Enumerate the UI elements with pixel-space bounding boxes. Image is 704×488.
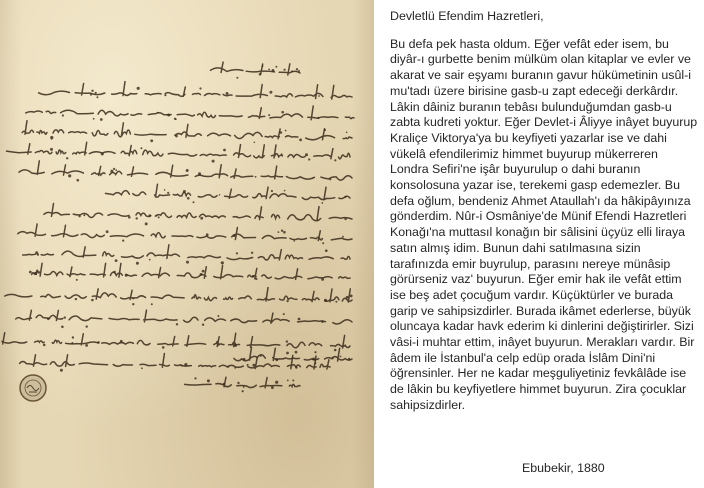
- diacritic-dot: [260, 355, 262, 357]
- handwriting-line: [39, 82, 352, 99]
- diacritic-dot: [284, 190, 286, 192]
- diacritic-dot: [184, 363, 187, 366]
- diacritic-dot: [268, 69, 270, 71]
- handwriting-line: [18, 224, 352, 241]
- diacritic-dot: [255, 176, 257, 178]
- diacritic-dot: [287, 300, 289, 302]
- diacritic-dot: [77, 179, 80, 182]
- diacritic-dot: [271, 190, 273, 192]
- diacritic-dot: [217, 315, 219, 317]
- diacritic-dot: [202, 270, 205, 273]
- diacritic-dot: [315, 362, 317, 364]
- diacritic-dot: [272, 69, 275, 72]
- diacritic-dot: [90, 94, 92, 96]
- handwriting-line: [16, 310, 352, 324]
- diacritic-dot: [242, 390, 244, 392]
- diacritic-dot: [78, 215, 80, 217]
- diacritic-dot: [221, 261, 224, 264]
- diacritic-dot: [299, 139, 302, 142]
- letter-salutation: Devletlü Efendim Hazretleri,: [390, 9, 544, 23]
- diacritic-dot: [167, 114, 170, 117]
- diacritic-dot: [340, 356, 342, 358]
- diacritic-dot: [234, 344, 237, 347]
- diacritic-dot: [91, 299, 94, 302]
- diacritic-dot: [322, 242, 324, 244]
- diacritic-dot: [29, 271, 32, 274]
- diacritic-dot: [317, 117, 319, 119]
- diacritic-dot: [283, 313, 285, 315]
- diacritic-dot: [43, 344, 46, 347]
- diacritic-dot: [234, 367, 236, 369]
- diacritic-dot: [252, 275, 254, 277]
- diacritic-dot: [285, 130, 287, 132]
- diacritic-dot: [286, 352, 289, 355]
- diacritic-dot: [305, 153, 308, 156]
- diacritic-dot: [164, 189, 166, 191]
- diacritic-dot: [321, 278, 324, 281]
- diacritic-dot: [85, 344, 88, 347]
- diacritic-dot: [115, 259, 118, 262]
- diacritic-dot: [136, 262, 139, 265]
- diacritic-dot: [308, 158, 310, 160]
- diacritic-dot: [149, 259, 151, 261]
- diacritic-dot: [350, 295, 353, 298]
- diacritic-dot: [137, 87, 140, 90]
- diacritic-dot: [64, 316, 66, 318]
- diacritic-dot: [207, 379, 210, 382]
- diacritic-dot: [100, 118, 103, 121]
- diacritic-dot: [110, 170, 113, 173]
- diacritic-dot: [60, 369, 63, 372]
- diacritic-dot: [125, 274, 128, 277]
- diacritic-dot: [176, 323, 178, 325]
- handwriting-line: [5, 288, 352, 302]
- diacritic-dot: [281, 153, 283, 155]
- handwriting-line: [106, 184, 351, 200]
- handwriting-line: [23, 245, 350, 260]
- diacritic-dot: [252, 364, 255, 367]
- diacritic-dot: [223, 383, 226, 386]
- diacritic-dot: [329, 178, 331, 180]
- diacritic-dot: [132, 303, 134, 305]
- diacritic-dot: [100, 175, 102, 177]
- diacritic-dot: [174, 118, 176, 120]
- diacritic-dot: [164, 94, 166, 96]
- diacritic-dot: [101, 153, 104, 156]
- diacritic-dot: [348, 358, 350, 360]
- diacritic-dot: [284, 69, 286, 71]
- diacritic-dot: [37, 253, 39, 255]
- handwriting-line: [211, 62, 301, 75]
- diacritic-dot: [291, 70, 293, 72]
- diacritic-dot: [321, 202, 323, 204]
- diacritic-dot: [295, 351, 298, 354]
- diacritic-dot: [281, 111, 284, 114]
- diacritic-dot: [334, 349, 337, 352]
- diacritic-dot: [292, 380, 294, 382]
- diacritic-dot: [200, 273, 203, 276]
- diacritic-dot: [298, 70, 300, 72]
- diacritic-dot: [334, 159, 336, 161]
- diacritic-dot: [254, 142, 256, 144]
- letter-signature: Ebubekir, 1880: [522, 461, 605, 475]
- diacritic-dot: [157, 112, 159, 114]
- diacritic-dot: [106, 230, 109, 233]
- diacritic-dot: [95, 92, 97, 94]
- diacritic-dot: [141, 367, 143, 369]
- diacritic-dot: [167, 192, 169, 194]
- diacritic-dot: [162, 346, 165, 349]
- diacritic-dot: [149, 214, 152, 217]
- diacritic-dot: [335, 301, 337, 303]
- diacritic-dot: [140, 147, 142, 149]
- diacritic-dot: [136, 217, 138, 219]
- diacritic-dot: [283, 231, 286, 234]
- handwriting-line: [26, 106, 354, 120]
- diacritic-dot: [75, 298, 77, 300]
- diacritic-dot: [271, 386, 274, 389]
- diacritic-dot: [223, 149, 226, 152]
- diacritic-dot: [34, 272, 37, 275]
- diacritic-dot: [275, 381, 278, 384]
- diacritic-dot: [158, 216, 160, 218]
- diacritic-dot: [175, 135, 178, 138]
- diacritic-dot: [76, 279, 78, 281]
- diacritic-dot: [186, 261, 189, 264]
- diacritic-dot: [83, 214, 85, 216]
- diacritic-dot: [120, 340, 123, 343]
- diacritic-dot: [278, 231, 280, 233]
- diacritic-dot: [93, 118, 95, 120]
- diacritic-dot: [275, 66, 277, 68]
- handwriting-line: [2, 333, 350, 348]
- diacritic-dot: [212, 160, 215, 163]
- diacritic-dot: [186, 169, 189, 172]
- diacritic-dot: [47, 318, 50, 321]
- diacritic-dot: [62, 114, 64, 116]
- diacritic-dot: [236, 77, 238, 79]
- diacritic-dot: [97, 341, 100, 344]
- diacritic-dot: [187, 197, 190, 200]
- diacritic-dot: [183, 190, 186, 193]
- diacritic-dot: [346, 132, 348, 134]
- diacritic-dot: [145, 222, 148, 225]
- diacritic-dot: [96, 96, 98, 98]
- diacritic-dot: [202, 324, 204, 326]
- diacritic-dot: [344, 218, 346, 220]
- diacritic-dot: [50, 148, 53, 151]
- diacritic-dot: [113, 168, 115, 170]
- diacritic-dot: [150, 139, 153, 142]
- handwriting-line: [44, 204, 352, 221]
- handwriting-line: [32, 263, 350, 279]
- diacritic-dot: [344, 196, 346, 198]
- handwriting-line: [22, 121, 352, 140]
- diacritic-dot: [113, 271, 116, 274]
- transcription-panel: [390, 9, 698, 414]
- diacritic-dot: [314, 351, 316, 353]
- diacritic-dot: [66, 157, 68, 159]
- diacritic-dot: [269, 91, 272, 94]
- diacritic-dot: [194, 377, 196, 379]
- diacritic-dot: [132, 298, 134, 300]
- diacritic-dot: [51, 138, 53, 140]
- diacritic-dot: [71, 342, 73, 344]
- diacritic-dot: [200, 217, 203, 220]
- diacritic-dot: [255, 278, 257, 280]
- diacritic-dot: [280, 131, 283, 134]
- diacritic-dot: [298, 318, 301, 321]
- diacritic-dot: [247, 364, 249, 366]
- letter-body: Bu defa pek hasta oldum. Eğer vefât eder isem, bu diyâr-ı gurbette benim mülküm olan kitaplar ve evler ve akarat ve sair eşyamı buranın gavur hükümetinin usûl-i mu'tadı üzere birisine gasb-u zapt edeceği derkârdır. Lâkin dâiniz buranın tebâsı bulunduğumdan gasb-u zabta kudreti yoktur. Eğer Devlet-i Âliyye inâyet buyurup Kraliçe Viktorya'ya bu keyfiyeti yazarlar ise ve dahi vükelâ efendilerimiz himmet buyurup mükerreren Londra Sefiri'ne işâr buyurulup o dahi buranın konsolosuna yazar ise, terekemi gasp edemezler. Bu defa oğlum, bendeniz Ahmet Ataullah'ı da hâkipâyınıza gönderdim. Nûr-i Osmâniye'de Münif Efendi Hazretleri Konağı'na muttasıl konağın bir sâlisini üçyüz elli liraya satın almış idim. Bunun dahi satılmasına sizin tarafınızda emir buyrulup, parasını nereye münâsip görürseniz vaz' buyurun. Eğer emir hak ile vefât ettim ise beş adet çocuğum vardır. Küçüktürler ve burada garip ve sahipsizdirler. Burada ikâmet ederlerse, büyük oluncaya kadar havk ederim ki dinlerini değiştirirler. Sizi vâsi-i muhtar ettim, inâyet buyurun. Merakları vardır. Bir âdem ile İstanbul'a celp edüp orada İslâm Dini'ni öğrensinler. Her ne kadar meşguliyetiniz fevkâlâde ise de lâkin bu keyfiyetlere himmet buyurun. Zira çocuklar sahipsizdirler.: [390, 36, 698, 412]
- diacritic-dot: [128, 216, 131, 219]
- diacritic-dot: [198, 172, 201, 175]
- diacritic-dot: [243, 386, 245, 388]
- diacritic-dot: [122, 240, 124, 242]
- diacritic-dot: [86, 325, 88, 327]
- diacritic-dot: [321, 320, 324, 323]
- diacritic-dot: [156, 215, 158, 217]
- diacritic-dot: [332, 358, 334, 360]
- diacritic-dot: [206, 233, 209, 236]
- diacritic-dot: [91, 90, 93, 92]
- diacritic-dot: [259, 73, 262, 76]
- diacritic-dot: [251, 252, 253, 254]
- diacritic-dot: [275, 358, 278, 361]
- diacritic-dot: [68, 174, 71, 177]
- diacritic-dot: [295, 366, 297, 368]
- diacritic-dot: [287, 380, 289, 382]
- diacritic-dot: [236, 252, 238, 254]
- diacritic-dot: [286, 340, 288, 342]
- diacritic-dot: [281, 230, 283, 232]
- diacritic-dot: [262, 65, 264, 67]
- diacritic-dot: [72, 336, 74, 338]
- diacritic-dot: [324, 129, 326, 131]
- diacritic-dot: [346, 296, 349, 299]
- handwriting-line: [185, 377, 300, 388]
- diacritic-dot: [219, 194, 221, 196]
- diacritic-dot: [312, 358, 315, 361]
- diacritic-dot: [325, 249, 328, 252]
- handwriting-line: [20, 354, 330, 370]
- diacritic-dot: [324, 299, 327, 302]
- handwriting-line: [7, 142, 351, 159]
- diacritic-dot: [199, 87, 201, 89]
- diacritic-dot: [296, 68, 298, 70]
- diacritic-dot: [227, 366, 229, 368]
- diacritic-dot: [181, 365, 183, 367]
- diacritic-dot: [342, 236, 344, 238]
- diacritic-dot: [233, 234, 236, 237]
- diacritic-dot: [151, 303, 153, 305]
- diacritic-dot: [226, 92, 229, 95]
- diacritic-dot: [193, 201, 195, 203]
- seal-stamp-icon: [20, 375, 46, 401]
- diacritic-dot: [293, 240, 295, 242]
- diacritic-dot: [268, 114, 270, 116]
- diacritic-dot: [318, 95, 320, 97]
- diacritic-dot: [115, 169, 117, 171]
- diacritic-dot: [61, 326, 64, 329]
- diacritic-dot: [237, 382, 239, 384]
